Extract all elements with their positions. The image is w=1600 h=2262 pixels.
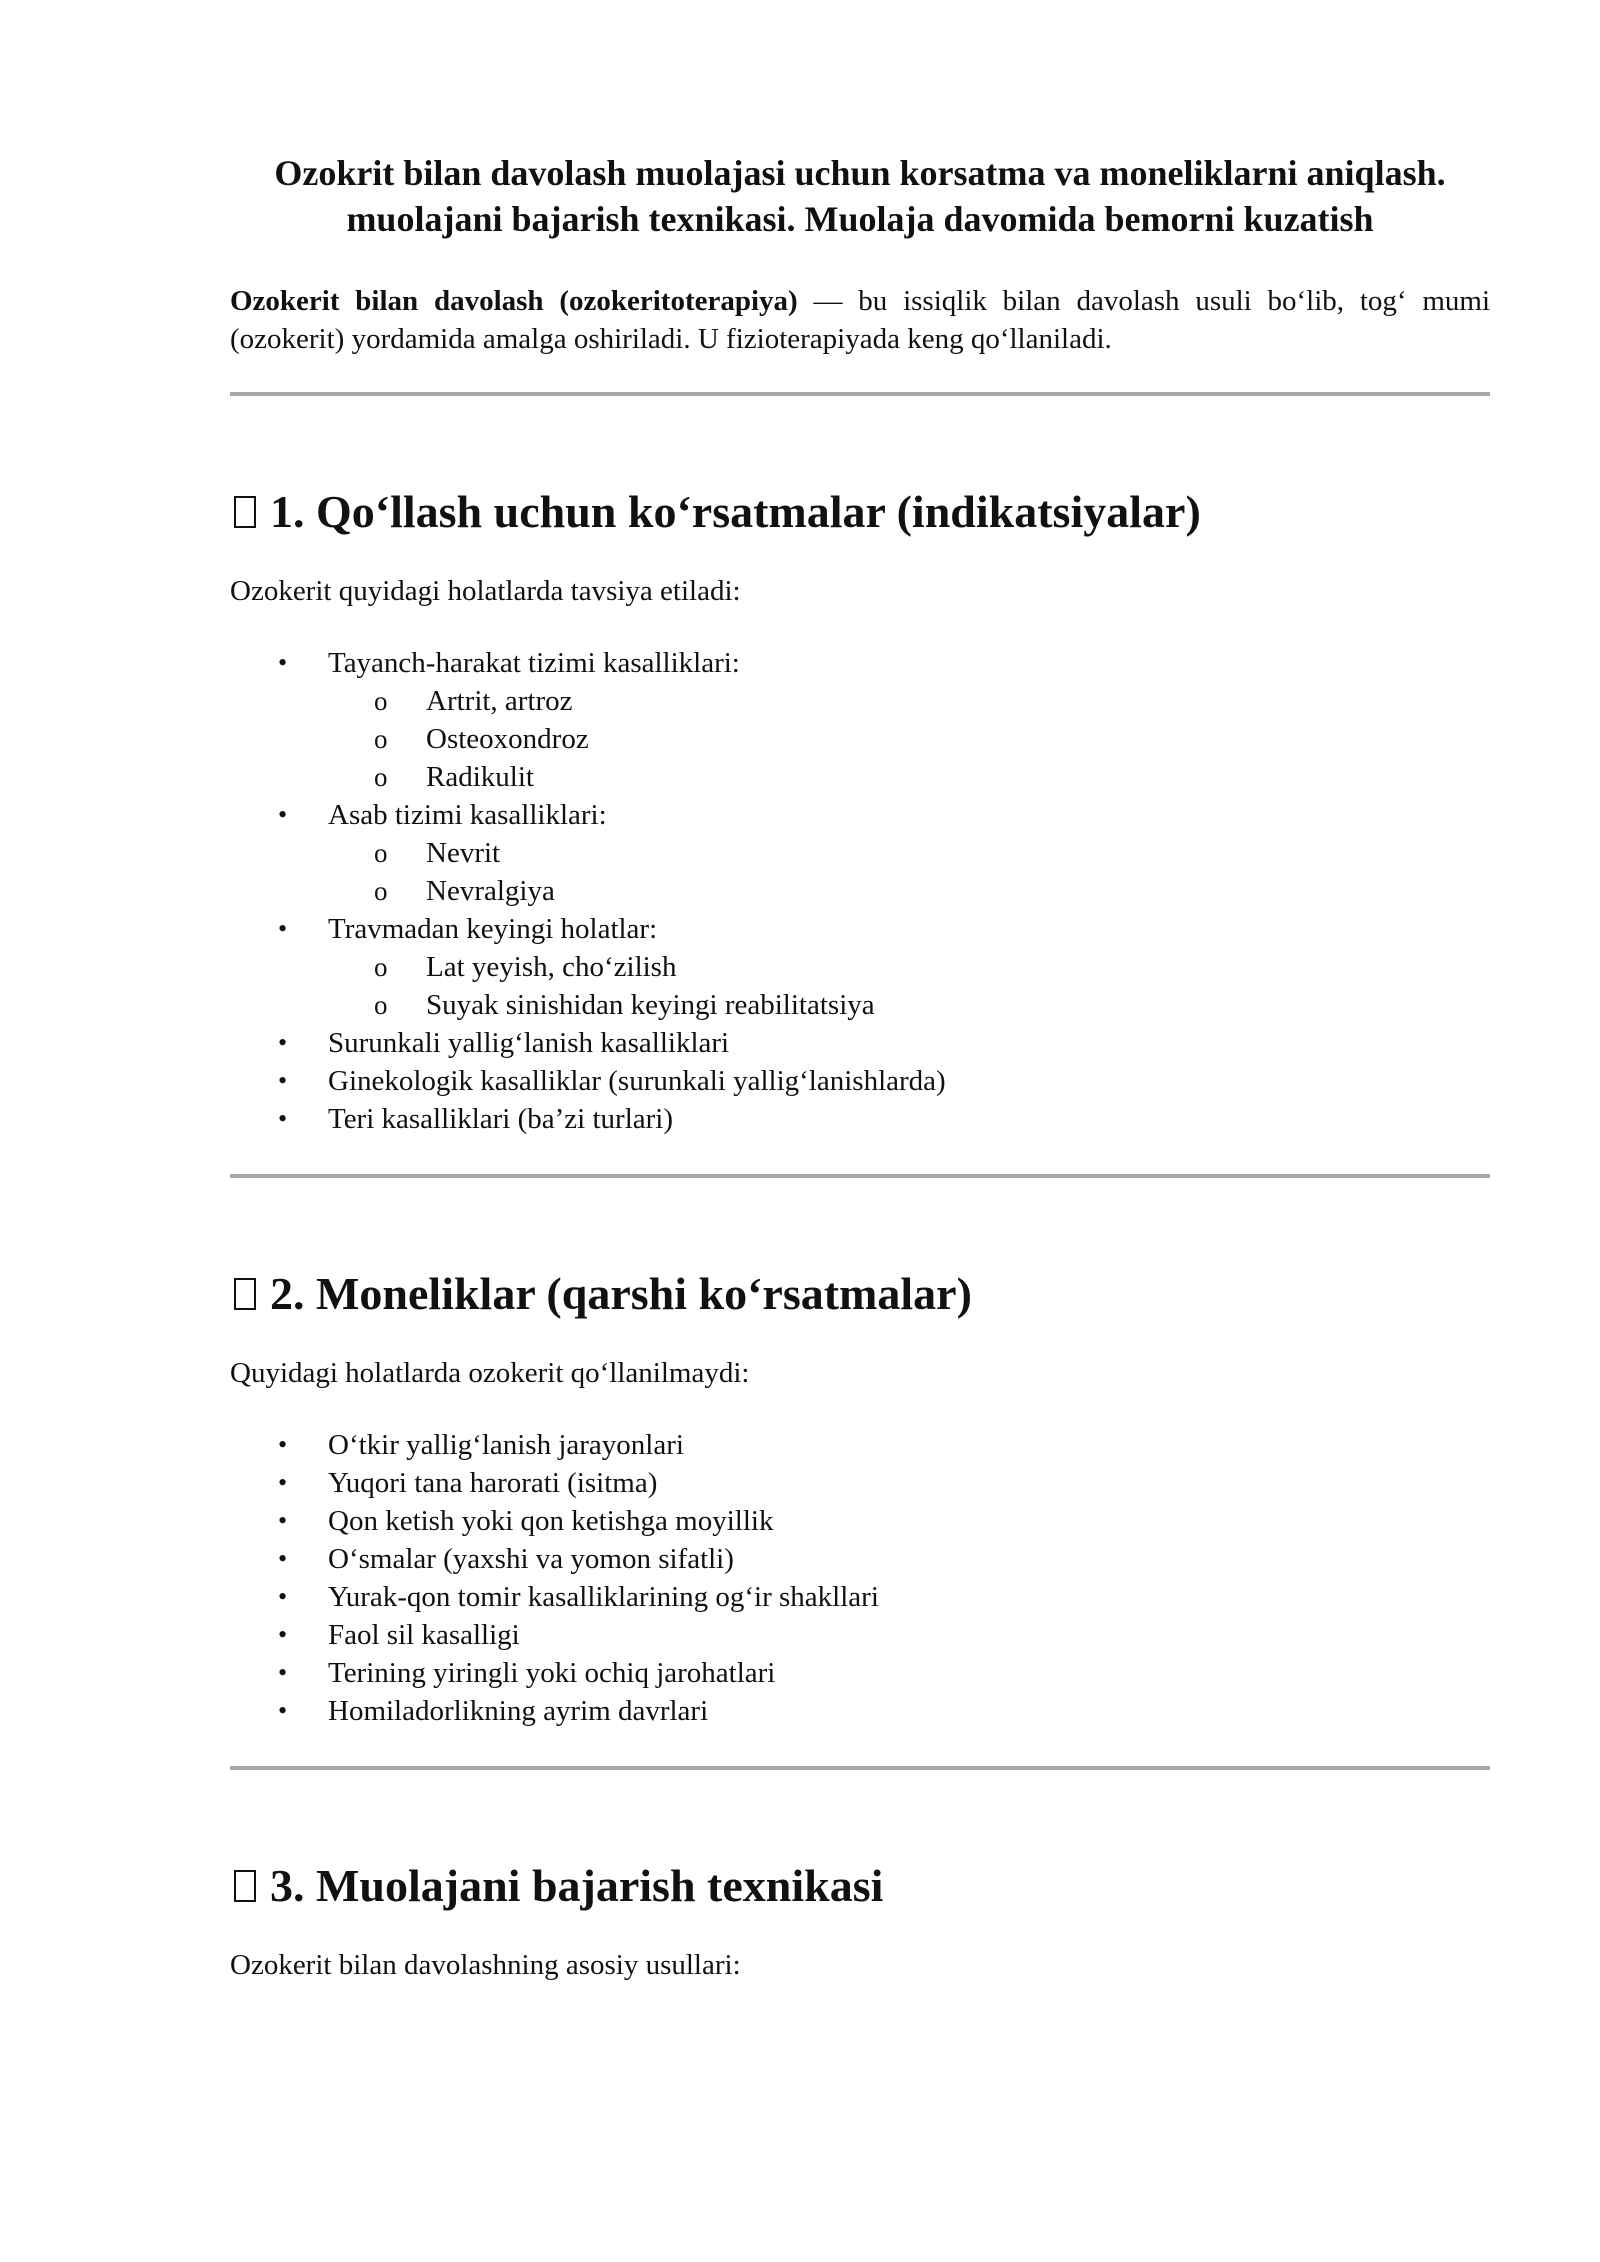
bullet-icon: • <box>278 1620 288 1649</box>
list-item <box>230 1426 1490 1464</box>
indications-list <box>230 644 1490 1138</box>
bullet-icon: • <box>278 1658 288 1687</box>
list-item-label: Teri kasalliklari (ba’zi turlari) <box>328 1103 673 1135</box>
contraindications-list <box>230 1426 1490 1730</box>
bullet-icon: • <box>278 1104 288 1133</box>
missing-glyph-icon <box>234 496 256 528</box>
list-item <box>230 796 1490 910</box>
list-item <box>230 1616 1490 1654</box>
horizontal-rule <box>230 1766 1490 1770</box>
list-item <box>230 644 1490 796</box>
section-heading-text: 3. Muolajani bajarish texnikasi <box>270 1860 884 1911</box>
bullet-icon: • <box>278 1506 288 1535</box>
list-item-label: Travmadan keyingi holatlar: <box>328 913 658 945</box>
missing-glyph-icon <box>234 1278 256 1310</box>
sub-list-item <box>328 834 1490 872</box>
list-item-label: Tayanch-harakat tizimi kasalliklari: <box>328 647 740 679</box>
list-item <box>230 1540 1490 1578</box>
list-item <box>230 910 1490 1024</box>
horizontal-rule <box>230 392 1490 396</box>
sub-list-item <box>328 948 1490 986</box>
sub-list-item-label: Osteoxondroz <box>426 723 589 755</box>
sub-list <box>328 682 1490 796</box>
bullet-icon: • <box>278 1430 288 1459</box>
list-item-label: Homiladorlikning ayrim davrlari <box>328 1695 709 1727</box>
section-intro: Ozokerit quyidagi holatlarda tavsiya etiladi: <box>230 575 741 607</box>
sub-list-item-label: Lat yeyish, cho‘zilish <box>426 951 677 983</box>
sub-list-item <box>328 986 1490 1024</box>
bullet-icon: • <box>278 648 288 677</box>
list-item-label: Asab tizimi kasalliklari: <box>328 799 607 831</box>
document-page <box>230 150 1490 1984</box>
sub-bullet-icon: o <box>374 724 388 754</box>
section-intro: Ozokerit bilan davolashning asosiy usullari: <box>230 1949 741 1981</box>
list-item <box>230 1502 1490 1540</box>
list-item <box>230 1100 1490 1138</box>
sub-list-item-label: Radikulit <box>426 761 534 793</box>
sub-bullet-icon: o <box>374 876 388 906</box>
sub-list-item-label: Nevrit <box>426 837 501 869</box>
horizontal-rule <box>230 1174 1490 1178</box>
section-heading-contraindications <box>230 1266 1490 1322</box>
sub-bullet-icon: o <box>374 838 388 868</box>
list-item-label: Surunkali yallig‘lanish kasalliklari <box>328 1027 730 1059</box>
list-item-label: Faol sil kasalligi <box>328 1619 520 1651</box>
list-item <box>230 1062 1490 1100</box>
sub-list-item <box>328 682 1490 720</box>
bullet-icon: • <box>278 1028 288 1057</box>
list-item-label: Ginekologik kasalliklar (surunkali yallig‘lanishlarda) <box>328 1065 946 1097</box>
sub-bullet-icon: o <box>374 952 388 982</box>
list-item-label: O‘smalar (yaxshi va yomon sifatli) <box>328 1543 734 1575</box>
section-intro: Quyidagi holatlarda ozokerit qo‘llanilmaydi: <box>230 1357 750 1389</box>
sub-list-item-label: Suyak sinishidan keyingi reabilitatsiya <box>426 989 875 1021</box>
bullet-icon: • <box>278 1544 288 1573</box>
sub-list-item-label: Artrit, artroz <box>426 685 573 717</box>
list-item-label: O‘tkir yallig‘lanish jarayonlari <box>328 1429 684 1461</box>
bullet-icon: • <box>278 1582 288 1611</box>
sub-bullet-icon: o <box>374 762 388 792</box>
bullet-icon: • <box>278 1696 288 1725</box>
list-item-label: Terining yiringli yoki ochiq jarohatlari <box>328 1657 776 1689</box>
list-item-label: Yuqori tana harorati (isitma) <box>328 1467 658 1499</box>
intro-bold-term: Ozokerit bilan davolash (ozokeritoterapiya) <box>230 285 798 317</box>
sub-list-item <box>328 720 1490 758</box>
sub-bullet-icon: o <box>374 990 388 1020</box>
sub-list-item-label: Nevralgiya <box>426 875 555 907</box>
bullet-icon: • <box>278 800 288 829</box>
document-title: Ozokrit bilan davolash muolajasi uchun korsatma va moneliklarni aniqlash. muolajani bajarish texnikasi. Muolaja davomida bemorni kuzatish <box>274 153 1446 239</box>
sub-list <box>328 834 1490 910</box>
intro-paragraph <box>230 282 1490 358</box>
list-item <box>230 1578 1490 1616</box>
list-item <box>230 1464 1490 1502</box>
bullet-icon: • <box>278 1066 288 1095</box>
bullet-icon: • <box>278 914 288 943</box>
sub-list-item <box>328 872 1490 910</box>
sub-list-item <box>328 758 1490 796</box>
sub-list <box>328 948 1490 1024</box>
section-heading-technique <box>230 1858 1490 1914</box>
intro-text: — bu issiqlik bilan davolash usuli bo‘lib, tog‘ mumi (ozokerit) yordamida amalga oshiriladi. U fizioterapiyada keng qo‘llaniladi. <box>230 285 1490 355</box>
list-item <box>230 1654 1490 1692</box>
section-heading-indications <box>230 484 1490 540</box>
list-item <box>230 1024 1490 1062</box>
sub-bullet-icon: o <box>374 686 388 716</box>
list-item-label: Qon ketish yoki qon ketishga moyillik <box>328 1505 774 1537</box>
list-item <box>230 1692 1490 1730</box>
missing-glyph-icon <box>234 1870 256 1902</box>
section-heading-text: 2. Moneliklar (qarshi ko‘rsatmalar) <box>270 1268 972 1319</box>
bullet-icon: • <box>278 1468 288 1497</box>
section-heading-text: 1. Qo‘llash uchun ko‘rsatmalar (indikatsiyalar) <box>270 486 1201 537</box>
list-item-label: Yurak-qon tomir kasalliklarining og‘ir shakllari <box>328 1581 879 1613</box>
